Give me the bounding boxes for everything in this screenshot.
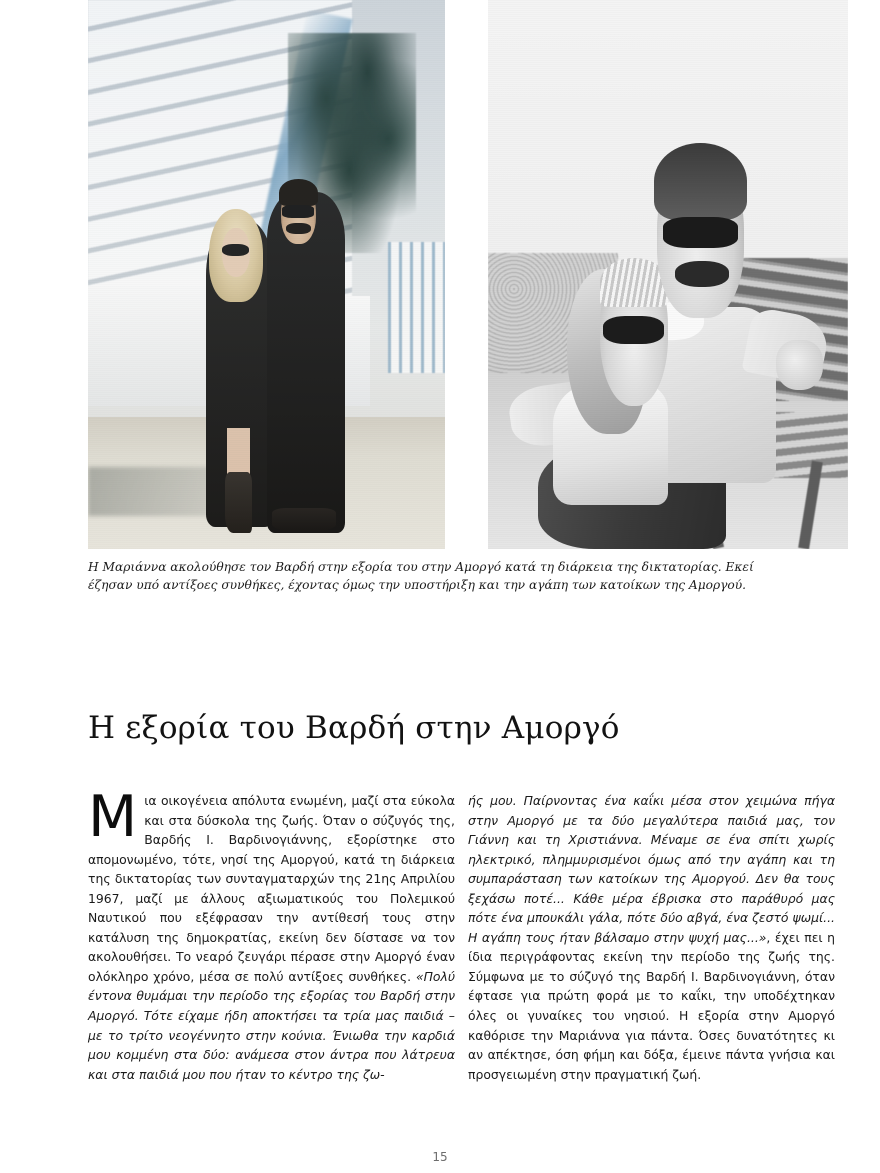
body-quote-part-1: «Πολύ έντονα θυμάμαι την περίοδο της εξορίας του Βαρδή στην Αμοργό. Τότε είχαμε ήδη αποκτήσει τα τρία μας παιδιά – με το τρίτο νεογέννητο στην κούνια. Ένιωθα την καρδιά μου κομμένη στα δύο: ανάμεσα στον άντρα που λάτρευα και στα παιδιά μου που ήταν το κέντρο της ζω- xyxy=(88,968,455,1082)
body-columns xyxy=(88,784,848,1082)
body-quote-part-2: ής μου. Παίρνοντας ένα καΐκι μέσα στον χειμώνα πήγα στην Αμοργό με τα δύο μεγαλύτερα παιδιά μας, τον Γιάννη και τη Χριστιάννα. Μέναμε σε ένα σπίτι χωρίς ηλεκτρικό, πλημμυρισμένοι όμως από την αγάπη και τη συμπαράσταση των κατοίκων της Αμοργού. Δεν θα τους ξεχάσω ποτέ... Κάθε μέρα έβρισκα στο παράθυρό μας πότε ένα μπουκάλι γάλα, πότε δύο αβγά, ένα ζεστό ψωμί... Η αγάπη τους ήταν βάλσαμο στην ψυχή μας...» xyxy=(468,793,835,945)
photo-exile-couple-stairs xyxy=(88,0,445,549)
page-number: 15 xyxy=(432,1150,448,1164)
photo-row xyxy=(88,0,848,549)
figure-caption: Η Μαριάννα ακολούθησε τον Βαρδή στην εξορία του στην Αμοργό κατά τη διάρκεια της δικτατορίας. Εκεί έζησαν υπό αντίξοες συνθήκες, έχοντας όμως την υποστήριξη και την αγάπη των κατοίκων της Αμοργού. xyxy=(88,560,754,592)
drop-cap: M xyxy=(88,784,138,850)
photo-grain-overlay xyxy=(488,0,848,549)
body-text-intro: ια οικογένεια απόλυτα ενωμένη, μαζί στα εύκολα και στα δύσκολα της ζωής. Όταν ο σύζυγός της, Βαρδής Ι. Βαρδινογιάννης, εξορίστηκε στο απομονωμένο, τότε, νησί της Αμοργού, κατά τη διάρκεια της δικτατορίας των συνταγματαρχών της 21ης Απριλίου 1967, μαζί με άλλους αξιωματικούς του Πολεμικού Ναυτικού που εξέφρασαν την αντίθεσή τους στην κατάλυση της δημοκρατίας, εκείνη δεν δίστασε να τον ακολουθήσει. Το νεαρό ζευγάρι πέρασε στην Αμοργό έναν ολόκληρο χρόνο, μέσα σε πολύ αντίξοες συνθήκες. xyxy=(88,793,455,984)
body-text-outro: , έχει πει η ίδια περιγράφοντας εκείνη την περίοδο της ζωής της. Σύμφωνα με το σύζυγό της Βαρδή Ι. Βαρδινογιάννη, όταν έφτασε για πρώτη φορά με το καΐκι, την υποδέχτηκαν όλες οι γυναίκες του νησιού. Η εξορία στην Αμοργό καθόρισε την Μαριάννα για πάντα. Όσες δυνατότητες κι αν απέκτησε, όση φήμη και δόξα, έμεινε πάντα γνήσια και προσγειωμένη στην πραγματική ζωή. xyxy=(468,929,835,1082)
body-column-right xyxy=(468,791,835,1084)
article-title: Η εξορία του Βαρδή στην Αμοργό xyxy=(88,709,620,746)
body-column-left xyxy=(88,784,455,1084)
photo-grain-overlay xyxy=(88,0,445,549)
photo-exile-couple-bench xyxy=(488,0,848,549)
